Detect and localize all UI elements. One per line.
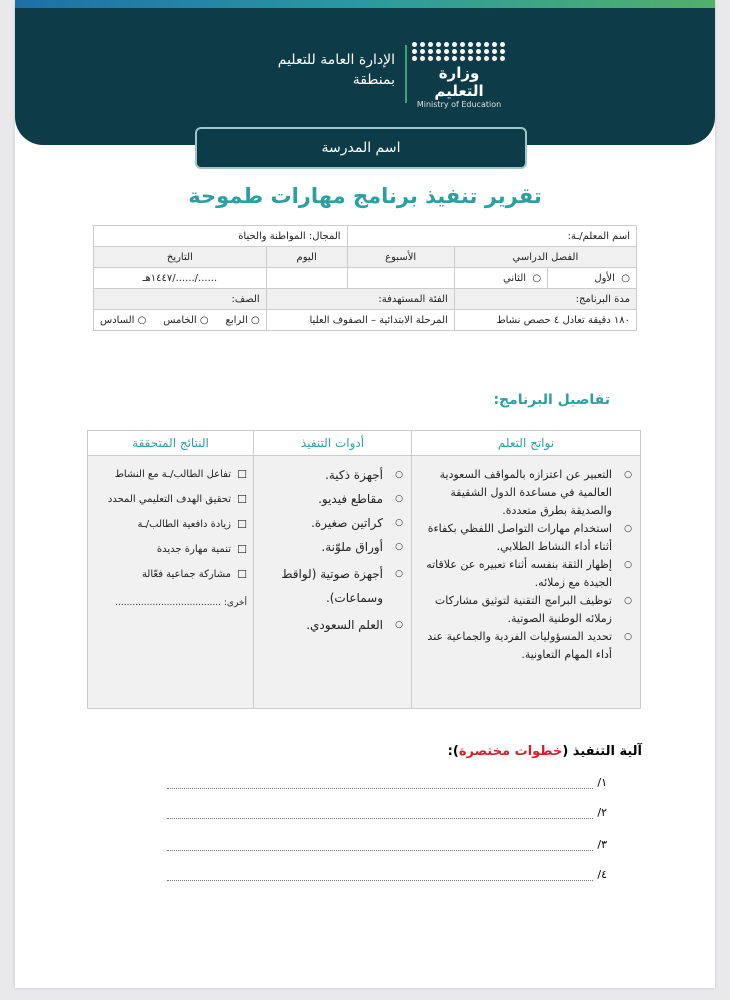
mechanism-title <box>448 744 642 759</box>
day-field[interactable] <box>266 268 347 289</box>
semester-header: الفصل الدراسي <box>454 247 636 268</box>
grade-6-label: السادس <box>100 314 135 326</box>
logo-divider <box>405 45 407 103</box>
step-number: ٤/ <box>597 868 607 881</box>
outcomes-header: نواتج التعلم <box>412 431 641 456</box>
mechanism-label: آلية التنفيذ ( <box>562 744 642 759</box>
tools-header: أدوات التنفيذ <box>254 431 412 456</box>
result-checkbox[interactable]: ☐ تفاعل الطالب/ـة مع النشاط <box>94 466 247 484</box>
step-line-4[interactable] <box>167 868 607 881</box>
admin-line-2: بمنطقة <box>352 72 395 88</box>
semester-first-label: الأول <box>594 272 615 284</box>
step-number: ٢/ <box>597 806 607 819</box>
result-checkbox[interactable]: ☐ تنمية مهارة جديدة <box>94 541 247 559</box>
school-name-tab[interactable]: اسم المدرسة <box>195 127 527 169</box>
other-field[interactable]: أخرى: ..................................... <box>115 598 247 608</box>
page-title: تقرير تنفيذ برنامج مهارات طموحة <box>188 184 542 208</box>
list-item: ○ أوراق ملوّنة. <box>260 538 405 556</box>
results-header: النتائج المتحققة <box>88 431 254 456</box>
ministry-name-ar: وزارة التعليم <box>434 64 484 100</box>
info-table <box>93 225 637 331</box>
logo-dots-icon <box>413 42 505 61</box>
duration-header: مدة البرنامج: <box>454 289 636 310</box>
list-item: ○ إظهار الثقة بنفسه أثناء تعبيره عن علاقاته الجيدة مع زملائه. <box>418 556 634 592</box>
details-table <box>87 430 641 709</box>
grade-5-label: الخامس <box>163 314 197 326</box>
tools-list <box>260 466 405 634</box>
day-header: اليوم <box>266 247 347 268</box>
grade-header: الصف: <box>94 289 267 310</box>
step-line-2[interactable] <box>167 806 607 819</box>
date-field[interactable]: ....../....../١٤٤٧هـ <box>94 268 267 289</box>
mechanism-highlight: خطوات مختصرة <box>458 744 563 759</box>
grade-4-radio[interactable]: ○ الرابع <box>225 314 260 326</box>
week-header: الأسبوع <box>347 247 454 268</box>
target-value: المرحلة الابتدائية – الصفوف العليا <box>266 310 454 331</box>
mechanism-end: ): <box>447 744 459 759</box>
list-item: ○ توظيف البرامج التقنية لتوثيق مشاركات زملائه الوطنية الصوتية. <box>418 592 634 628</box>
grade-4-label: الرابع <box>225 314 248 326</box>
list-item: ○ أجهزة ذكية. <box>260 466 405 484</box>
list-item: ○ تحديد المسؤوليات الفردية والجماعية عند أداء المهام التعاونية. <box>418 628 634 664</box>
step-line-3[interactable] <box>167 838 607 851</box>
step-line-1[interactable] <box>167 776 607 789</box>
semester-second-radio[interactable]: ○ الثاني <box>454 268 547 289</box>
ministry-name-en: Ministry of Education <box>416 100 502 109</box>
date-header: التاريخ <box>94 247 267 268</box>
target-header: الفئة المستهدفة: <box>266 289 454 310</box>
result-checkbox[interactable]: ☐ تحقيق الهدف التعليمي المحدد <box>94 491 247 509</box>
semester-first-radio[interactable]: ○ الأول <box>548 268 637 289</box>
result-checkbox[interactable]: ☐ مشاركة جماعية فعّالة <box>94 566 247 584</box>
results-checklist <box>94 466 247 584</box>
admin-line-1: الإدارة العامة للتعليم <box>277 52 395 68</box>
list-item: ○ العلم السعودي. <box>260 616 405 634</box>
grade-5-radio[interactable]: ○ الخامس <box>163 314 209 326</box>
grade-6-radio[interactable]: ○ السادس <box>100 314 147 326</box>
step-number: ٣/ <box>597 838 607 851</box>
outcomes-list <box>418 466 634 664</box>
list-item: ○ كراتين صغيرة. <box>260 514 405 532</box>
list-item: ○ مقاطع فيديو. <box>260 490 405 508</box>
admin-name <box>278 50 395 90</box>
list-item: ○ أجهزة صوتية (لواقط وسماعات). <box>260 562 405 610</box>
section-title: تفاصيل البرنامج: <box>493 392 610 408</box>
list-item: ○ التعبير عن اعتزازه بالمواقف السعودية العالمية في مساعدة الدول الشقيقة والصديقة بطرق متعددة. <box>418 466 634 520</box>
semester-second-label: الثاني <box>503 272 527 284</box>
duration-value: ١٨٠ دقيقة تعادل ٤ حصص نشاط <box>454 310 636 331</box>
step-number: ١/ <box>597 776 607 789</box>
teacher-field[interactable]: اسم المعلم/ـة: <box>347 226 636 247</box>
top-strip <box>15 0 715 8</box>
domain-field: المجال: المواطنة والحياة <box>94 226 348 247</box>
result-checkbox[interactable]: ☐ زيادة دافعية الطالب/ـة <box>94 516 247 534</box>
week-field[interactable] <box>347 268 454 289</box>
ministry-logo <box>413 42 505 107</box>
list-item: ○ استخدام مهارات التواصل اللفظي بكفاءة أثناء أداء النشاط الطلابي. <box>418 520 634 556</box>
